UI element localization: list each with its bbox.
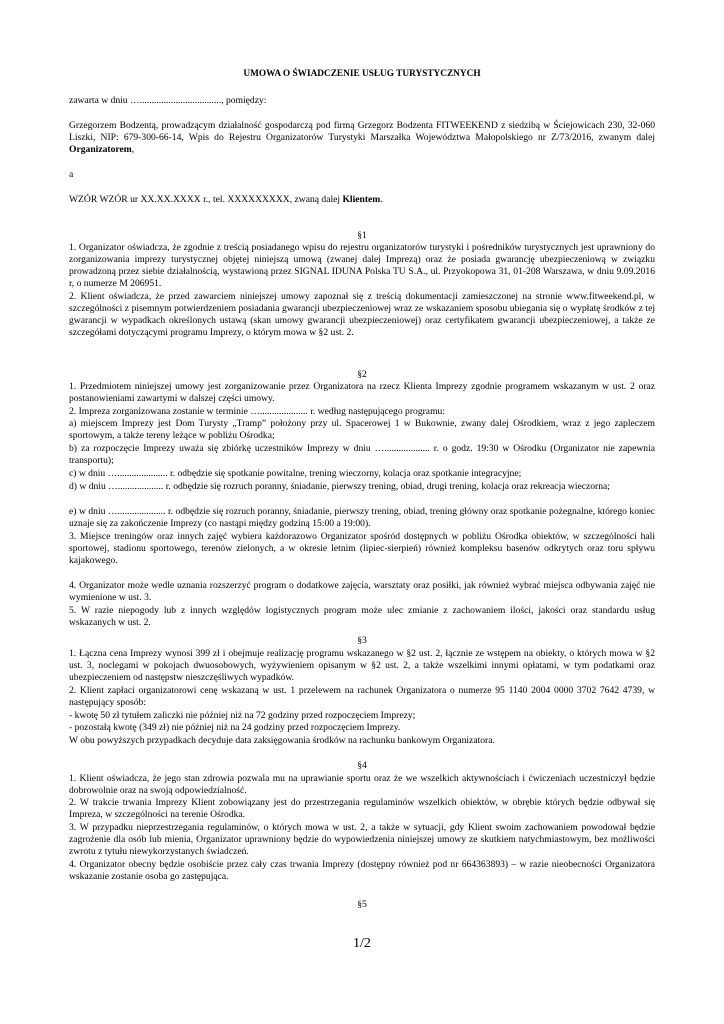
section-2-heading: §2 [357, 369, 367, 380]
client-end: . [380, 194, 383, 205]
section-4-para-2: 2. W trakcie trwania Imprezy Klient zobowiązany jest do przestrzegania regulaminów wszelkich obiektów, w obrębie których będzie odbywał się Impreza, w szczególności na terenie Ośrodka. [69, 797, 655, 820]
section-1-para-2: 2. Klient oświadcza, że przed zawarciem niniejszej umowy zapoznał się z treścią dokumentacji zamieszczonej na stronie www.fitweekend.pl, w szczególności z pisemnym potwierdzeniem posiadania gwarancji ubezpieczeniowej wraz ze wskazaniem sposobu ubiegania się o wypłatę środków z tej gwarancji w wypadkach określonych ustawą (skan umowy gwarancji ubezpieczeniowej) oraz certyfikatem gwarancji ubezpieczeniowej, a także ze szczegółami dotyczącymi programu Imprezy, o którym mowa w §2 ust. 2. [69, 291, 655, 338]
section-2-item-e: e) w dniu ….................... r. odbędzie się rozruch poranny, śniadanie, pierwszy trening, obiad, trening główny oraz spotkanie pożegnalne, którego koniec uznaje się za zakończenie Imprezy (co nastąpi między godziną 15:00 a 19:00). [69, 506, 655, 529]
section-2-para-4: 4. Organizator może wedle uznania rozszerzyć program o dodatkowe zajęcia, warsztaty oraz posiłki, jak również wybrać miejsca odbywania zajęć nie wymienione w ust. 3. [69, 580, 655, 603]
section-3-heading: §3 [357, 635, 367, 646]
section-3-note: W obu powyższych przypadkach decyduje data zaksięgowania środków na rachunku bankowym Organizatora. [69, 735, 495, 746]
client-paragraph [69, 194, 655, 206]
section-4-para-3: 3. W przypadku nieprzestrzegania regulaminów, o których mowa w ust. 2, a także w sytuacji, gdy Klient swoim zachowaniem powodował będzie zagrożenie dla osób lub mienia, Organizator uprawniony będzie do wypowiedzenia niniejszej umowy ze skutkiem natychmiastowym, bez możliwości zwrotu z tytułu niewykorzystanych świadczeń. [69, 822, 655, 857]
section-2-para-1: 1. Przedmiotem niniejszej umowy jest zorganizowanie przez Organizatora na rzecz Klienta Imprezy zgodnie programem wskazanym w ust. 2 oraz postanowieniami zawartymi w dalszej części umowy. [69, 381, 655, 404]
section-4-para-1: 1. Klient oświadcza, że jego stan zdrowia pozwala mu na uprawianie sportu oraz że we wszelkich aktywnościach i ćwiczeniach uczestniczył będzie dobrowolnie oraz na swoją odpowiedzialność. [69, 773, 655, 796]
section-4-para-4: 4. Organizator obecny będzie osobiście przez cały czas trwania Imprezy (dostępny również pod nr 664363893) – w razie nieobecności Organizatora wskazanie zostanie osoba go zastępująca. [69, 859, 655, 882]
section-3-para-1: 1. Łączna cena Imprezy wynosi 399 zł i obejmuje realizację programu wskazanego w §2 ust. 2, łącznie ze wstępem na obiekty, o których mowa w §2 ust. 3, noclegami w pokojach dwuosobowych, wyżywieniem opisanym w §2 ust. 2, a także wszelkimi innymi opłatami, w tym podatkami oraz ubezpieczeniem od następstw nieszczęśliwych wypadków. [69, 648, 655, 683]
section-3-para-2: 2. Klient zapłaci organizatorowi cenę wskazaną w ust. 1 przelewem na rachunek Organizatora o numerze 95 1140 2004 0000 3702 7642 4739, w następujący sposób: [69, 685, 655, 708]
section-2-item-c: c) w dniu …..................... r. odbędzie się spotkanie powitalne, trening wieczorny, kolacja oraz spotkanie integracyjne; [69, 468, 522, 479]
concluded-line: zawarta w dniu ….................................., pomiędzy: [69, 95, 267, 106]
organizer-term: Organizatorem [69, 143, 132, 155]
page-number: 1/2 [353, 936, 371, 951]
client-text: WZÓR WZÓR ur XX.XX.XXXX r., tel. XXXXXXXXX, zwaną dalej [69, 194, 343, 205]
section-2-item-a: a) miejscem Imprezy jest Dom Turysty „Tramp” położony przy ul. Spacerowej 1 w Bukownie, zwany dalej Ośrodkiem, wraz z jego zapleczem sportowym, a także tereny leżące w pobliżu Ośrodka; [69, 418, 655, 441]
section-2-para-3: 3. Miejsce treningów oraz innych zajęć wybiera każdorazowo Organizator spośród dostępnych w pobliżu Ośrodka obiektów, w szczególności hali sportowej, stadionu sportowego, terenów zielonych, a w okresie letnim (lipiec-sierpień) również kompleksu basenów odkrytych oraz toru spływu kajakowego. [69, 531, 655, 566]
document-title: UMOWA O ŚWIADCZENIE USŁUG TURYSTYCZNYCH [243, 69, 481, 79]
section-1-para-1: 1. Organizator oświadcza, że zgodnie z treścią posiadanego wpisu do rejestru organizatorów turystyki i pośredników turystycznych jest uprawniony do zorganizowania imprezy turystycznej objętej niniejszą umową (zwanej dalej Imprezą) oraz że posiada gwarancję ubezpieczeniową w związku prowadzoną przez siebie działalnością, wystawioną przez SIGNAL IDUNA Polska TU S.A., ul. Przyokopowa 31, 01-208 Warszawa, w dniu 9.09.2016 r, o numerze M 206951. [69, 242, 655, 289]
organizer-paragraph [69, 120, 655, 156]
and-word: a [69, 169, 74, 180]
section-3-item-remaining: - pozostałą kwotę (349 zł) nie później niż na 24 godziny przed rozpoczęciem Imprezy. [69, 722, 401, 733]
organizer-text: Grzegorzem Bodzentą, prowadzącym działalność gospodarczą pod firmą Grzegorz Bodzenta FITWEEKEND z siedzibą w Ściejowicach 230, 32-060 Liszki, NIP: 679-300-66-14, Wpis do Rejestru Organizatorów Turystyki Marszałka Województwa Małopolskiego nr Z/73/2016, zwanym dalej [69, 120, 655, 143]
client-term: Klientem [342, 194, 381, 205]
section-2-item-b: b) za rozpoczęcie Imprezy uważa się zbiórkę uczestników Imprezy w dniu …................... r. o godz. 19:30 w Ośrodku (Organizator nie zapewnia transportu); [69, 443, 655, 466]
section-5-heading: §5 [357, 899, 367, 910]
section-2-para-5: 5. W razie niepogody lub z innych względów logistycznych program może ulec zmianie z zachowaniem ilości, jakości oraz standardu usług wskazanych w ust. 2. [69, 605, 655, 628]
organizer-end: , [131, 143, 135, 155]
section-2-para-2: 2. Impreza zorganizowana zostanie w terminie ….................... r. według następującego programu: [69, 406, 445, 417]
section-1-heading: §1 [357, 230, 367, 241]
section-4-heading: §4 [357, 760, 367, 771]
section-2-item-d: d) w dniu …................... r. odbędzie się rozruch poranny, śniadanie, pierwszy trening, obiad, drugi trening, kolacja oraz rekreacja wieczorna; [69, 481, 610, 492]
section-3-item-advance: - kwotę 50 zł tytułem zaliczki nie później niż na 72 godziny przed rozpoczęciem Imprezy; [69, 710, 416, 721]
